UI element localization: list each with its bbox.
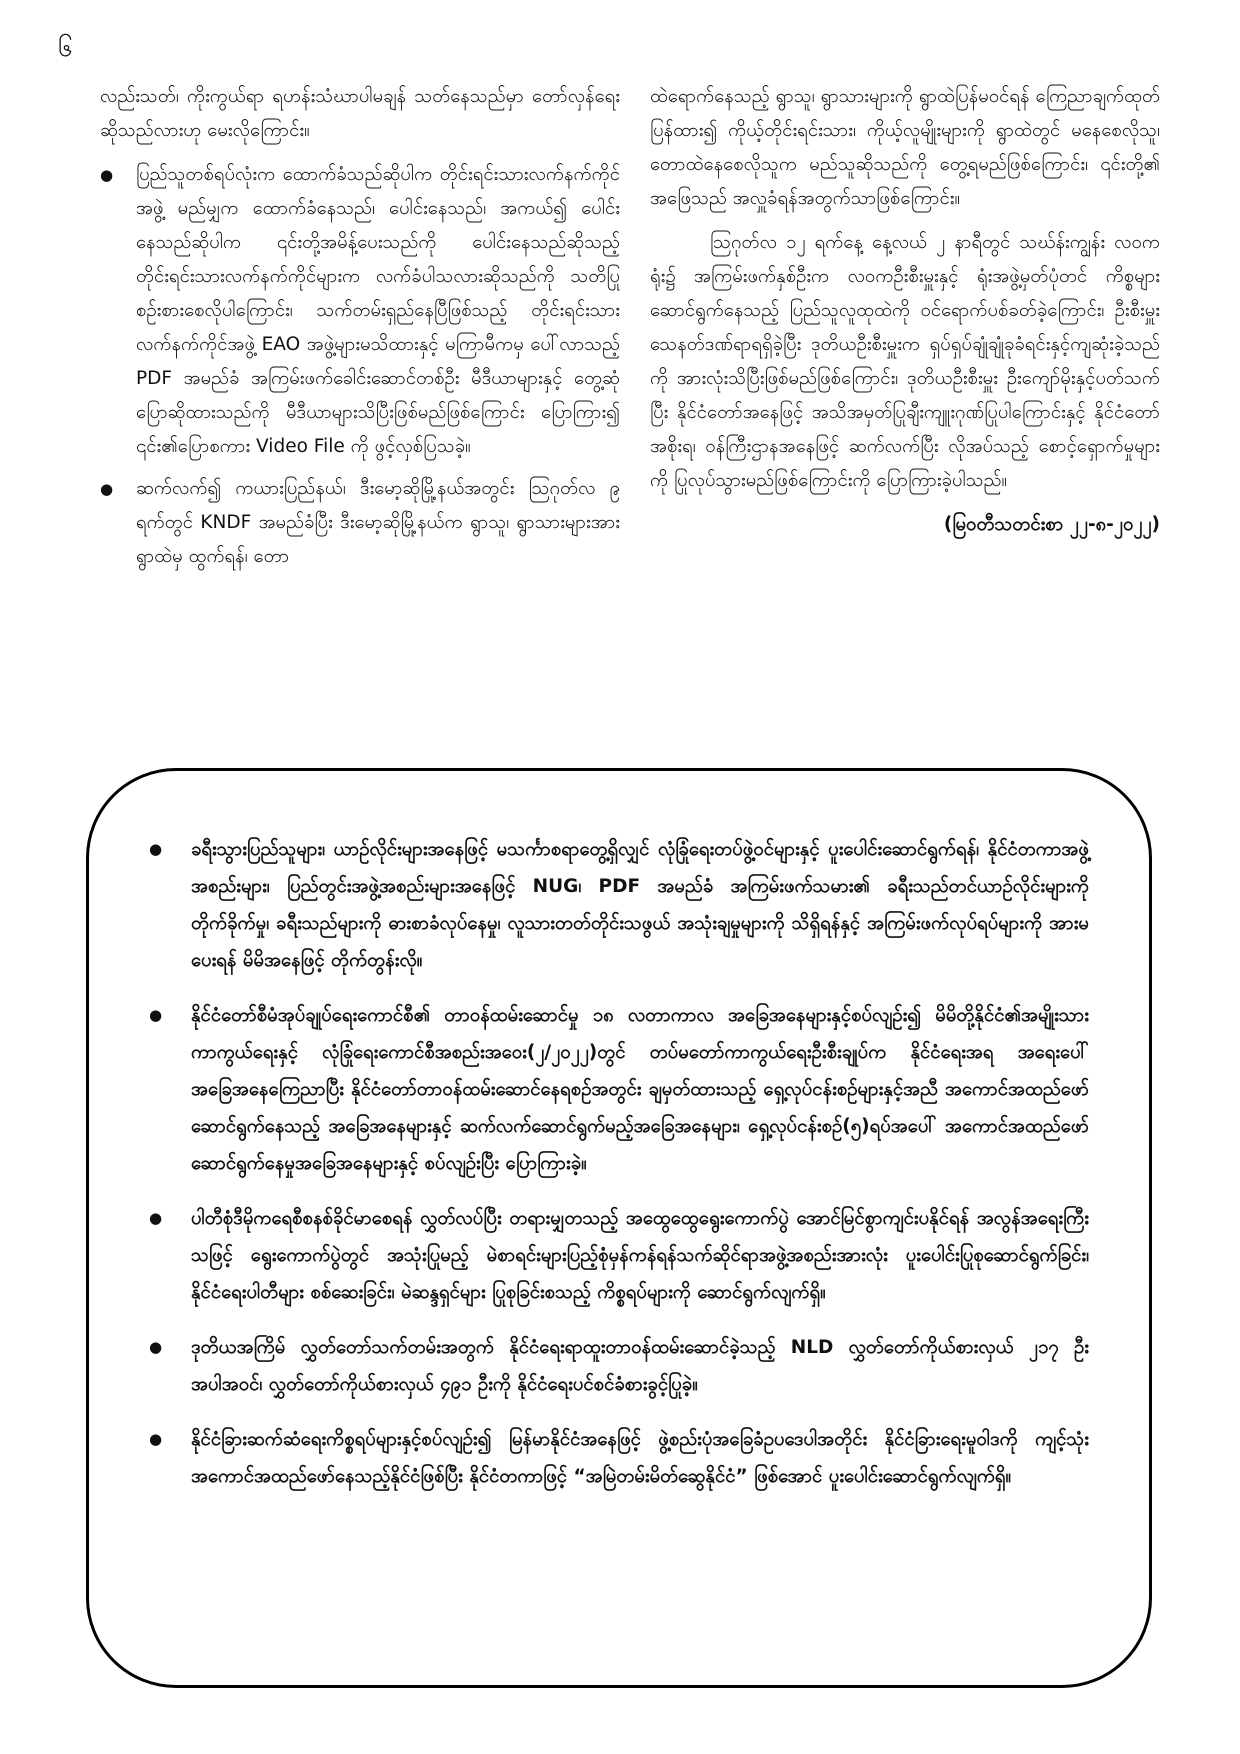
summary-bullet-item: ● ဒုတိယအကြိမ် လွှတ်တော်သက်တမ်းအတွက် နိုင်ငံရေးရာထူးတာဝန်ထမ်းဆောင်ခဲ့သည့် NLD လွှတ်တော်ကိုယ်စားလှယ် ၂၁၇ ဦး အပါအဝင်၊ လွှတ်တော်ကိုယ်စားလှယ် ၄၉၁ ဦးကို နိုင်ငံရေးပင်စင်ခံစားခွင့်ပြုခဲ့။ bbox=[149, 1329, 1089, 1403]
right-column bbox=[650, 80, 1160, 552]
page-number: ၆ bbox=[58, 33, 73, 63]
right-paragraph: ဩဂုတ်လ ၁၂ ရက်နေ့ နေ့လယ် ၂ နာရီတွင် သဃ်န်းကျွန်း လဝကရုံး၌ အကြမ်းဖက်နှစ်ဦးက လဝကဦးစီးမှူးနှင့် ရုံးအဖွဲ့မှတ်ပုံတင် ကိစ္စများဆောင်ရွက်နေသည့် ပြည်သူလူထုထဲကို ဝင်ရောက်ပစ်ခတ်ခဲ့ကြောင်း၊ ဦးစီးမှူး သေနတ်ဒဏ်ရာရရှိခဲ့ပြီး ဒုတိယဦးစီးမှူးက ရှပ်ရှပ်ချုံချုံခုခံရင်းနှင့်ကျဆုံးခဲ့သည်ကို အားလုံးသိပြီးဖြစ်မည်ဖြစ်ကြောင်း၊ ဒုတိယဦးစီးမှူး ဦးကျော်မိုးနှင့်ပတ်သက်ပြီး နိုင်ငံတော်အနေဖြင့် အသိအမှတ်ပြုချီးကျူးဂုဏ်ပြုပါကြောင်းနှင့် နိုင်ငံတော်အစိုးရ၊ ဝန်ကြီးဌာနအနေဖြင့် ဆက်လက်ပြီး လိုအပ်သည့် စောင့်ရှောက်မှုများကို ပြုလုပ်သွားမည်ဖြစ်ကြောင်းကို ပြောကြားခဲ့ပါသည်။ bbox=[650, 232, 1160, 491]
source-citation: (မြဝတီသတင်းစာ ၂၂-၈-၂၀၂၂) bbox=[943, 514, 1160, 535]
summary-bullet-list bbox=[149, 831, 1089, 1495]
left-bullet-list bbox=[100, 158, 620, 574]
right-paragraph-continued: ထဲရောက်နေသည့် ရွာသူ၊ ရွာသားများကို ရွာထဲပြန်မဝင်ရန် ကြေညာချက်ထုတ်ပြန်ထား၍ ကိုယ့်တိုင်းရင်းသား၊ ကိုယ့်လူမျိုးများကို ရွာထဲတွင် မနေစေလိုသူ၊ တောထဲနေစေလိုသူက မည်သူဆိုသည်ကို တွေ့ရမည်ဖြစ်ကြောင်း၊ ၎င်းတို့၏ အဖြေသည် အလှူခံရန်အတွက်သာဖြစ်ကြောင်း။ bbox=[650, 86, 1160, 209]
left-bullet-item: ● ဆက်လက်၍ ကယားပြည်နယ်၊ ဒီးမော့ဆိုမြို့နယ်အတွင်း ဩဂုတ်လ ၉ ရက်တွင် KNDF အမည်ခံပြီး ဒီးမော့ဆိုမြို့နယ်က ရွာသူ၊ ရွာသားများအား ရွာထဲမှ ထွက်ရန်၊ တော bbox=[100, 472, 620, 574]
summary-bullet-item: ● ခရီးသွားပြည်သူများ၊ ယာဉ်လိုင်းများအနေဖြင့် မသင်္ကာစရာတွေ့ရှိလျှင် လုံခြုံရေးတပ်ဖွဲ့ဝင်များနှင့် ပူးပေါင်းဆောင်ရွက်ရန်၊ နိုင်ငံတကာအဖွဲ့အစည်းများ၊ ပြည်တွင်းအဖွဲ့အစည်းများအနေဖြင့် NUG၊ PDF အမည်ခံ အကြမ်းဖက်သမား၏ ခရီးသည်တင်ယာဉ်လိုင်းများကို တိုက်ခိုက်မှု၊ ခရီးသည်များကို ဓားစာခံလုပ်နေမှု၊ လူသားတတ်တိုင်းသဖွယ် အသုံးချမှုများကို သိရှိရန်နှင့် အကြမ်းဖက်လုပ်ရပ်များကို အားမပေးရန် မိမိအနေဖြင့် တိုက်တွန်းလို။ bbox=[149, 831, 1089, 979]
summary-bullet-item: ● ပါတီစုံဒီမိုကရေစီစနစ်ခိုင်မာစေရန် လွှတ်လပ်ပြီး တရားမျှတသည့် အထွေထွေရွေးကောက်ပွဲ အောင်မြင်စွာကျင်းပနိုင်ရန် အလွန်အရေးကြီးသဖြင့် ရွေးကောက်ပွဲတွင် အသုံးပြုမည့် မဲစာရင်းများပြည့်စုံမှန်ကန်ရန်သက်ဆိုင်ရာအဖွဲ့အစည်းအားလုံး ပူးပေါင်းပြုစုဆောင်ရွက်ခြင်း၊ နိုင်ငံရေးပါတီများ စစ်ဆေးခြင်း၊ မဲဆန္ဒရှင်များ ပြုစုခြင်းစသည့် ကိစ္စရပ်များကို ဆောင်ရွက်လျက်ရှိ။ bbox=[149, 1200, 1089, 1311]
summary-bullet-item: ● နိုင်ငံတော်စီမံအုပ်ချုပ်ရေးကောင်စီ၏ တာဝန်ထမ်းဆောင်မှု ၁၈ လတာကာလ အခြေအနေများနှင့်စပ်လျဉ်း၍ မိမိတို့နိုင်ငံ၏အမျိုးသားကာကွယ်ရေးနှင့် လုံခြုံရေးကောင်စီအစည်းအဝေး(၂/၂၀၂၂)တွင် တပ်မတော်ကာကွယ်ရေးဦးစီးချုပ်က နိုင်ငံရေးအရ အရေးပေါ်အခြေအနေကြေညာပြီး နိုင်ငံတော်တာဝန်ထမ်းဆောင်နေရစဉ်အတွင်း ချမှတ်ထားသည့် ရှေ့လုပ်ငန်းစဉ်များနှင့်အညီ အကောင်အထည်ဖော်ဆောင်ရွက်နေသည့် အခြေအနေများနှင့် ဆက်လက်ဆောင်ရွက်မည့်အခြေအနေများ၊ ရှေ့လုပ်ငန်းစဉ်(၅)ရပ်အပေါ် အကောင်အထည်ဖော် ဆောင်ရွက်နေမှုအခြေအနေများနှင့် စပ်လျဉ်းပြီး ပြောကြားခဲ့။ bbox=[149, 997, 1089, 1182]
left-bullet-item: ● ပြည်သူတစ်ရပ်လုံးက ထောက်ခံသည်ဆိုပါက တိုင်းရင်းသားလက်နက်ကိုင်အဖွဲ့ မည်မျှက ထောက်ခံနေသည်၊ ပေါင်းနေသည်၊ အကယ်၍ ပေါင်းနေသည်ဆိုပါက ၎င်းတို့အမိန့်ပေးသည်ကို ပေါင်းနေသည်ဆိုသည့် တိုင်းရင်းသားလက်နက်ကိုင်များက လက်ခံပါသလားဆိုသည်ကို သတိပြုစဉ်းစားစေလိုပါကြောင်း၊ သက်တမ်းရှည်နေပြီဖြစ်သည့် တိုင်းရင်းသားလက်နက်ကိုင်အဖွဲ့ EAO အဖွဲ့များမသိထားနှင့် မကြာမီကမှ ပေါ်လာသည့် PDF အမည်ခံ အကြမ်းဖက်ခေါင်းဆောင်တစ်ဦး မီဒီယာများနှင့် တွေ့ဆုံပြောဆိုထားသည်ကို မီဒီယာများသိပြီးဖြစ်မည်ဖြစ်ကြောင်း ပြောကြား၍ ၎င်း၏ပြောစကား Video File ကို ဖွင့်လှစ်ပြသခဲ့။ bbox=[100, 158, 620, 464]
left-column bbox=[100, 80, 620, 582]
summary-box bbox=[86, 768, 1152, 1688]
summary-bullet-item: ● နိုင်ငံခြားဆက်ဆံရေးကိစ္စရပ်များနှင့်စပ်လျဉ်း၍ မြန်မာနိုင်ငံအနေဖြင့် ဖွဲ့စည်းပုံအခြေခံဥပဒေပါအတိုင်း နိုင်ငံခြားရေးမူဝါဒကို ကျင့်သုံးအကောင်အထည်ဖော်နေသည့်နိုင်ငံဖြစ်ပြီး နိုင်ငံတကာဖြင့် “အမြဲတမ်းမိတ်ဆွေနိုင်ငံ” ဖြစ်အောင် ပူးပေါင်းဆောင်ရွက်လျက်ရှိ။ bbox=[149, 1421, 1089, 1495]
left-intro-paragraph: လည်းသတ်၊ ကိုးကွယ်ရာ ရဟန်းသံဃာပါမချန် သတ်နေသည်မှာ တော်လှန်ရေးဆိုသည်လားဟု မေးလိုကြောင်း။ bbox=[100, 86, 620, 141]
